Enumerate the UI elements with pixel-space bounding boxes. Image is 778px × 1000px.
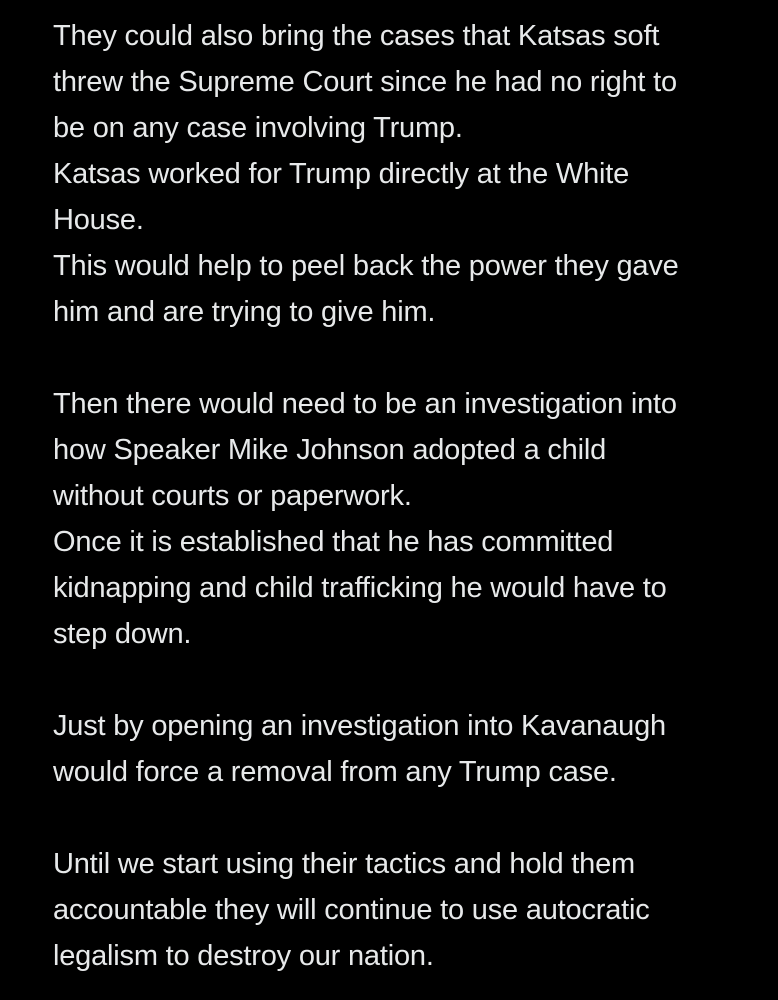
text-line: would force a removal from any Trump case.: [53, 756, 617, 788]
text-line: be on any case involving Trump.: [53, 112, 463, 144]
text-line: This would help to peel back the power they gave: [53, 250, 679, 282]
text-line: accountable they will continue to use autocratic: [53, 894, 650, 926]
text-line: Once it is established that he has committed: [53, 526, 614, 558]
text-line: kidnapping and child trafficking he would have to: [53, 572, 667, 604]
paragraph-johnson-investigation: [53, 381, 738, 657]
text-line: step down.: [53, 618, 192, 650]
text-line: him and are trying to give him.: [53, 296, 436, 328]
paragraph-conclusion: [53, 841, 738, 979]
text-line: House.: [53, 204, 144, 236]
text-line: Until we start using their tactics and hold them: [53, 848, 635, 880]
text-line: without courts or paperwork.: [53, 480, 412, 512]
text-line: Just by opening an investigation into Kavanaugh: [53, 710, 666, 742]
text-line: They could also bring the cases that Katsas soft: [53, 20, 660, 52]
text-line: Katsas worked for Trump directly at the White: [53, 158, 630, 190]
paragraph-kavanaugh-investigation: [53, 703, 738, 795]
text-line: how Speaker Mike Johnson adopted a child: [53, 434, 607, 466]
text-line: threw the Supreme Court since he had no right to: [53, 66, 677, 98]
paragraph-katsas-cases: [53, 13, 738, 335]
text-line: Then there would need to be an investigation into: [53, 388, 677, 420]
text-line: legalism to destroy our nation.: [53, 940, 434, 972]
